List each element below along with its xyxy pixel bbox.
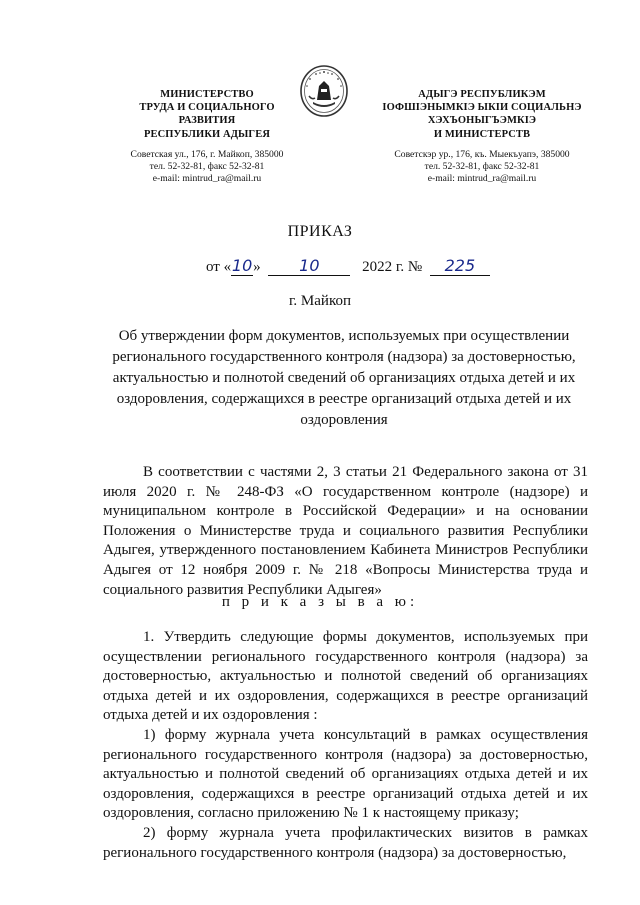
date-prefix: от « xyxy=(206,259,232,275)
ministry-name-adyghe xyxy=(367,88,597,141)
header-line: АДЫГЭ РЕСПУБЛИКЭМ xyxy=(418,89,546,100)
phone-line: тел. 52-32-81, факс 52-32-81 xyxy=(149,161,265,172)
order-item: 1) форму журнала учета консультаций в рамках осуществления регионального государственного контроля (надзора) за достоверностью, актуальностью и полнотой сведений об организациях отдыха детей и их оздоровления, содержащихся в реестре организаций отдыха детей и их оздоровления, согласно приложению № 1 к настоящему приказу; xyxy=(103,726,588,822)
document-title: ПРИКАЗ xyxy=(287,223,353,240)
city-name: г. Майкоп xyxy=(288,293,352,309)
address-line: Советская ул., 176, г. Майкоп, 385000 xyxy=(130,149,284,160)
ministry-name-russian xyxy=(97,88,317,141)
ministry-address-adyghe xyxy=(372,149,592,185)
header-line: ІОФШІЭНЫМКІЭ ЫКІИ СОЦИАЛЬНЭ xyxy=(382,102,582,114)
header-line: РЕСПУБЛИКИ АДЫГЕЯ xyxy=(143,128,271,140)
email-line: e-mail: mintrud_ra@mail.ru xyxy=(427,173,537,184)
adygea-coat-of-arms-emblem xyxy=(299,64,349,118)
header-line: ТРУДА И СОЦИАЛЬНОГО xyxy=(139,102,275,114)
order-word: п р и к а з ы в а ю: xyxy=(221,594,419,610)
header-line: ХЭХЪОНЫГЪЭМКІЭ xyxy=(427,115,537,127)
date-day-handwritten: 10 xyxy=(231,256,253,275)
preamble-text: В соответствии с частями 2, 3 статьи 21 Федерального закона от 31 июля 2020 г. № 248-ФЗ «О государственном контроле (надзоре) и муниципальном контроле в Российской Федерации» и на основании Положения о Министерстве труда и социального развития Республики Адыгея, утвержденного постановлением Кабинета Министров Республики Адыгея от 12 ноября 2009 г. № 218 «Вопросы Министерства труда и социального развития Республики Адыгея» xyxy=(103,464,588,598)
order-item: 1. Утвердить следующие формы документов, используемых при осуществлении регионального государственного контроля (надзора) за достоверностью, актуальностью и полнотой сведений об организациях отдыха детей и их оздоровления, содержащихся в реестре организаций отдыха детей и их оздоровления : xyxy=(103,629,588,724)
header-line: И МИНИСТЕРСТВ xyxy=(433,128,531,140)
order-items xyxy=(103,628,588,863)
header-line: МИНИСТЕРСТВО xyxy=(160,89,254,100)
date-year: 2022 г. № xyxy=(362,259,423,275)
ministry-address-russian xyxy=(97,149,317,185)
address-line: Советскэр ур., 176, къ. Мыекъуапэ, 385000 xyxy=(394,149,570,160)
header-line: РАЗВИТИЯ xyxy=(178,115,236,127)
phone-line: тел. 52-32-81, факс 52-32-81 xyxy=(424,161,540,172)
email-line: e-mail: mintrud_ra@mail.ru xyxy=(152,173,262,184)
date-month-handwritten: 10 xyxy=(268,258,350,276)
preamble-paragraph xyxy=(103,463,588,600)
date-number-line xyxy=(206,258,490,276)
order-item: 2) форму журнала учета профилактических визитов в рамках регионального государственного контроля (надзора) за достоверностью, xyxy=(103,824,588,861)
document-number-handwritten: 225 xyxy=(430,258,490,276)
order-subject: Об утверждении форм документов, используемых при осуществлении регионального государственного контроля (надзора) за достоверностью, актуальностью и полнотой сведений об организациях отдыха детей и их оздоровления, содержащихся в реестре организаций отдыха детей и их оздоровления xyxy=(112,328,576,428)
date-quote-close: » xyxy=(253,259,261,275)
